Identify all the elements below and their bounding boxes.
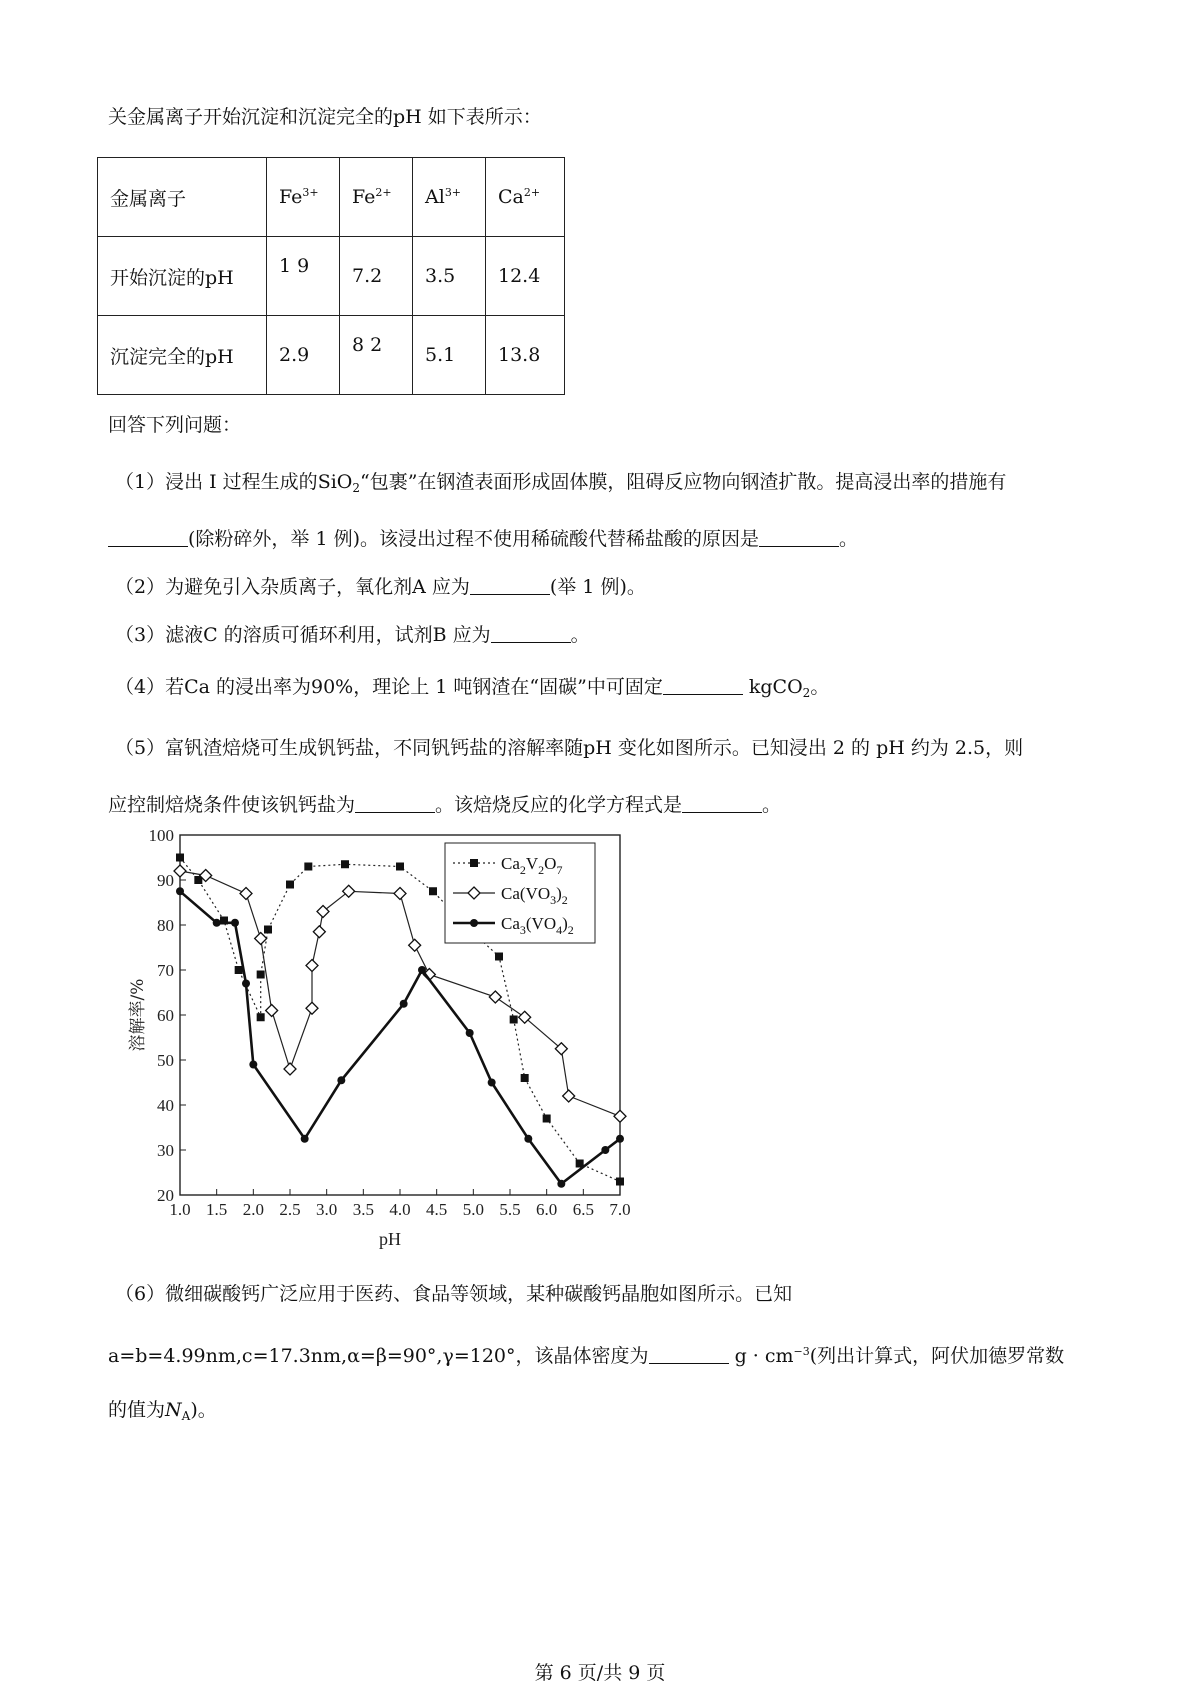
legend-label: $Ca(VO_3)_2$ — [501, 884, 568, 907]
table-cell — [267, 237, 340, 316]
solubility-chart — [125, 825, 645, 1249]
question-5-line-2 — [108, 791, 781, 819]
q3-text-a: （3）滤液C 的溶质可循环利用，试剂B 应为 — [115, 624, 491, 646]
legend-label: $Ca_2V_2O_7$ — [501, 854, 563, 877]
table-cell-value: 8 2 — [352, 334, 383, 356]
data-point — [231, 919, 239, 927]
legend — [445, 843, 595, 943]
q6-text-e: )。 — [190, 1399, 217, 1421]
table-header-row — [98, 158, 565, 237]
q5-text-d: 。 — [762, 794, 782, 816]
data-point — [470, 919, 478, 927]
data-point — [524, 1135, 532, 1143]
data-point — [488, 1079, 496, 1087]
data-point — [240, 888, 252, 900]
data-point — [394, 888, 406, 900]
q4-text-a: （4）若Ca 的浸出率为90%，理论上 1 吨钢渣在“固碳”中可固定 — [115, 676, 663, 698]
question-6-line-2 — [108, 1338, 1064, 1370]
question-1-line-1 — [115, 468, 1006, 502]
question-3 — [115, 621, 590, 649]
data-point — [616, 1135, 624, 1143]
table-cell: 3.5 — [413, 237, 486, 316]
q4-unit: kgCO — [748, 676, 803, 698]
x-tick-label: 6.5 — [572, 1200, 594, 1219]
q6-text-b: ，该晶体密度为 — [515, 1345, 649, 1367]
data-point — [284, 1063, 296, 1075]
ion-symbol: Fe — [352, 186, 376, 208]
answer-blank[interactable] — [759, 528, 839, 547]
table-row-label: 开始沉淀的pH — [98, 237, 267, 316]
q1-formula-sub: 2 — [352, 481, 360, 495]
data-point — [249, 1061, 257, 1069]
ion-charge: 3+ — [444, 186, 462, 199]
data-point — [409, 939, 421, 951]
question-2 — [115, 573, 646, 601]
data-point — [543, 1115, 551, 1123]
x-tick-label: 5.5 — [499, 1200, 521, 1219]
table-header-cell — [340, 158, 413, 237]
q5-text-b: 应控制焙烧条件使该钒钙盐为 — [108, 794, 356, 816]
x-tick-label: 2.5 — [279, 1200, 301, 1219]
data-point — [557, 1180, 565, 1188]
q1-text-b: “包裹”在钢渣表面形成固体膜，阻碍反应物向钢渣扩散。提高浸出率的措施有 — [360, 471, 1007, 493]
data-point — [257, 971, 265, 979]
q5-text-c: 。该焙烧反应的化学方程式是 — [435, 794, 683, 816]
data-point — [429, 887, 437, 895]
table-cell: 12.4 — [486, 237, 565, 316]
table-header-cell — [267, 158, 340, 237]
page-footer: 第 6 页/共 9 页 — [534, 1662, 666, 1684]
data-point — [317, 906, 329, 918]
data-point — [616, 1178, 624, 1186]
x-axis-label: pH — [379, 1229, 401, 1249]
answer-blank[interactable] — [491, 624, 571, 643]
x-tick-label: 3.0 — [316, 1200, 338, 1219]
question-6-line-3 — [108, 1396, 217, 1430]
data-point — [266, 1005, 278, 1017]
data-point — [235, 966, 243, 974]
data-point — [264, 926, 272, 934]
data-point — [304, 863, 312, 871]
table-cell: 13.8 — [486, 316, 565, 395]
x-tick-label: 5.0 — [462, 1200, 484, 1219]
table-header-cell: 金属离子 — [98, 158, 267, 237]
data-point — [418, 966, 426, 974]
data-point — [242, 980, 250, 988]
data-point — [400, 1000, 408, 1008]
answer-prompt: 回答下列问题： — [108, 414, 242, 436]
data-point — [521, 1074, 529, 1082]
data-point — [614, 1110, 626, 1122]
answer-blank[interactable] — [470, 576, 550, 595]
table-header-cell — [486, 158, 565, 237]
data-point — [255, 933, 267, 945]
table-cell: 5.1 — [413, 316, 486, 395]
y-tick-label: 70 — [157, 961, 174, 980]
data-point — [510, 1016, 518, 1024]
q4-unit-sub: 2 — [802, 686, 811, 700]
data-point — [337, 1076, 345, 1084]
x-tick-label: 3.5 — [352, 1200, 374, 1219]
y-tick-label: 80 — [157, 916, 174, 935]
table-row-label: 沉淀完全的pH — [98, 316, 267, 395]
y-tick-label: 50 — [157, 1051, 174, 1070]
data-point — [306, 960, 318, 972]
answer-blank[interactable] — [663, 676, 743, 695]
data-point — [213, 919, 221, 927]
data-point — [313, 926, 325, 938]
ion-symbol: Fe — [279, 186, 303, 208]
y-tick-label: 60 — [157, 1006, 174, 1025]
table-cell-value: 1 9 — [279, 255, 310, 277]
q1-text-d: 。 — [839, 528, 859, 550]
data-point — [286, 881, 294, 889]
x-tick-label: 4.5 — [426, 1200, 448, 1219]
y-tick-label: 90 — [157, 871, 174, 890]
q6-unit-sup: −3 — [793, 1345, 810, 1358]
data-point — [563, 1090, 575, 1102]
x-tick-label: 4.0 — [389, 1200, 411, 1219]
ion-charge: 2+ — [375, 186, 392, 199]
data-point — [470, 859, 478, 867]
data-point — [601, 1146, 609, 1154]
ion-charge: 2+ — [523, 186, 541, 199]
y-tick-label: 100 — [148, 826, 174, 845]
x-tick-label: 7.0 — [609, 1200, 631, 1219]
table-header-cell — [413, 158, 486, 237]
question-5-line-1: （5）富钒渣焙烧可生成钒钙盐，不同钒钙盐的溶解率随pH 变化如图所示。已知浸出 2 的 pH 约为 2.5，则 — [115, 737, 1024, 759]
table-cell — [340, 316, 413, 395]
y-tick-label: 40 — [157, 1096, 174, 1115]
q6-text-c: (列出计算式，阿伏加德罗常数 — [809, 1345, 1065, 1367]
data-point — [176, 854, 184, 862]
q2-text-a: （2）为避免引入杂质离子，氧化剂A 应为 — [115, 576, 470, 598]
x-tick-label: 1.0 — [169, 1200, 191, 1219]
y-axis-label: 溶解率/% — [128, 978, 148, 1052]
data-point — [343, 885, 355, 897]
table-cell: 7.2 — [340, 237, 413, 316]
question-4 — [115, 673, 829, 707]
avogadro-sub: A — [181, 1409, 191, 1423]
data-point — [257, 1013, 265, 1021]
q6-unit: g · cm — [734, 1345, 794, 1367]
ph-table — [97, 157, 565, 395]
data-point — [301, 1135, 309, 1143]
table-cell: 2.9 — [267, 316, 340, 395]
q1-text-c: (除粉碎外，举 1 例)。该浸出过程不使用稀硫酸代替稀盐酸的原因是 — [188, 528, 759, 550]
y-tick-label: 30 — [157, 1141, 174, 1160]
answer-blank[interactable] — [108, 528, 188, 547]
x-tick-label: 2.0 — [242, 1200, 264, 1219]
q2-text-b: (举 1 例)。 — [549, 576, 646, 598]
avogadro-symbol: N — [165, 1399, 182, 1421]
y-tick-label: 20 — [157, 1186, 174, 1205]
q1-formula: SiO — [317, 471, 353, 493]
data-point — [341, 860, 349, 868]
ion-charge: 3+ — [302, 186, 319, 199]
q1-text-a: （1）浸出 I 过程生成的 — [115, 471, 318, 493]
data-point — [495, 953, 503, 961]
data-point — [176, 887, 184, 895]
table-row — [98, 316, 565, 395]
q6-params: a=b=4.99nm,c=17.3nm,α=β=90°,γ=120° — [108, 1345, 516, 1367]
data-point — [396, 863, 404, 871]
q4-text-b: 。 — [810, 676, 830, 698]
legend-label: $Ca_3(VO_4)_2$ — [501, 914, 574, 937]
answer-blank[interactable] — [682, 794, 762, 813]
q3-text-b: 。 — [570, 624, 590, 646]
data-point — [174, 865, 186, 877]
answer-blank[interactable] — [355, 794, 435, 813]
q6-text-d: 的值为 — [108, 1399, 166, 1421]
data-point — [306, 1002, 318, 1014]
x-tick-label: 6.0 — [536, 1200, 558, 1219]
intro-text: 关金属离子开始沉淀和沉淀完全的pH 如下表所示： — [108, 106, 542, 128]
data-point — [466, 1029, 474, 1037]
table-row — [98, 237, 565, 316]
ion-symbol: Ca — [498, 186, 524, 208]
x-tick-label: 1.5 — [206, 1200, 228, 1219]
data-point — [489, 991, 501, 1003]
question-6-line-1: （6）微细碳酸钙广泛应用于医药、食品等领域，某种碳酸钙晶胞如图所示。已知 — [115, 1283, 793, 1305]
answer-blank[interactable] — [649, 1345, 729, 1364]
question-1-line-2 — [108, 525, 858, 553]
ion-symbol: Al — [425, 186, 445, 208]
